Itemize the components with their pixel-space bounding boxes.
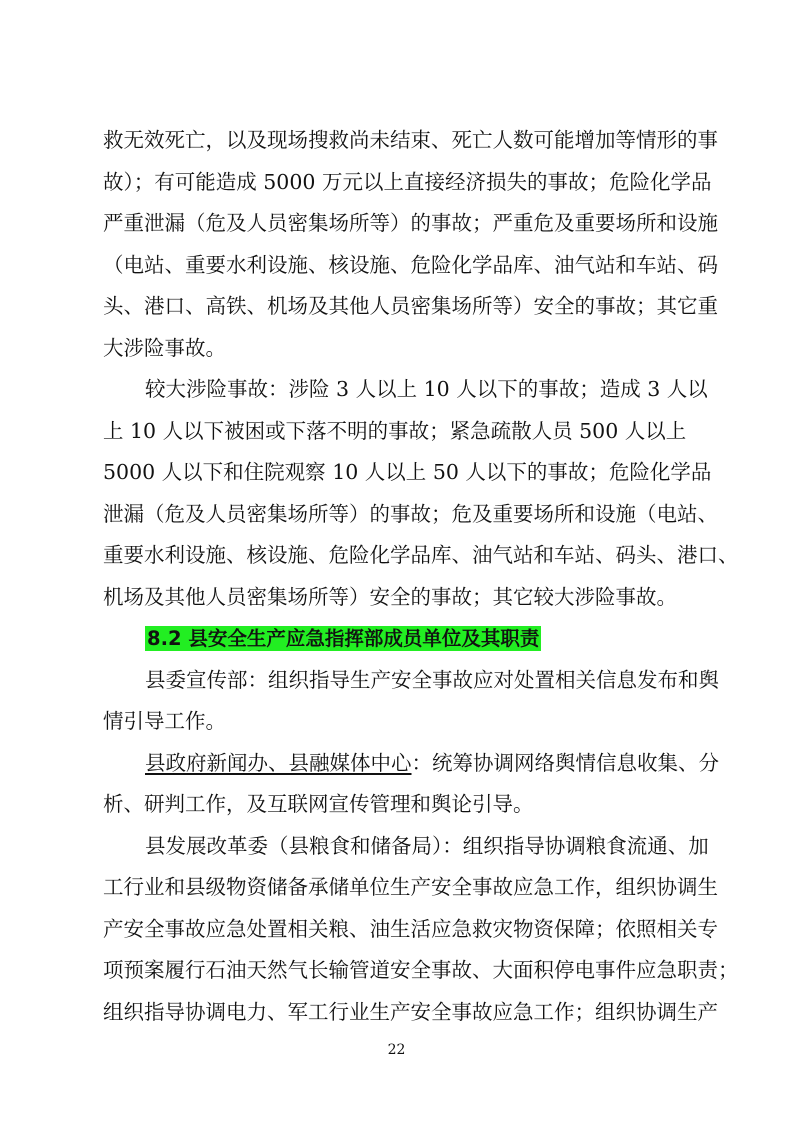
section-heading-text: 8.2 县安全生产应急指挥部成员单位及其职责 (147, 627, 540, 650)
paragraph-line: 严重泄漏（危及人员密集场所等）的事故；严重危及重要场所和设施 (103, 211, 718, 235)
paragraph-text: ：统筹协调网络舆情信息收集、分 (411, 751, 719, 775)
paragraph-line: 情引导工作。 (103, 709, 226, 733)
paragraph-line: 析、研判工作，及互联网宣传管理和舆论引导。 (103, 792, 534, 816)
paragraph-line: 县委宣传部：组织指导生产安全事故应对处置相关信息发布和舆 (145, 668, 719, 692)
paragraph-line: （电站、重要水利设施、核设施、危险化学品库、油气站和车站、码 (103, 253, 718, 277)
paragraph-line: 5000 人以下和住院观察 10 人以上 50 人以下的事故；危险化学品 (103, 460, 712, 484)
paragraph-line: 工行业和县级物资储备承储单位生产安全事故应急工作，组织协调生 (103, 875, 718, 899)
paragraph-line: 组织指导协调电力、军工行业生产安全事故应急工作；组织协调生产 (103, 1000, 718, 1024)
section-heading (145, 623, 541, 653)
paragraph-line: 产安全事故应急处置相关粮、油生活应急救灾物资保障；依照相关专 (103, 917, 718, 941)
paragraph-line: 上 10 人以下被困或下落不明的事故；紧急疏散人员 500 人以上 (103, 419, 687, 443)
paragraph-line: 县发展改革委（县粮食和储备局）：组织指导协调粮食流通、加 (145, 834, 709, 858)
paragraph-line (145, 748, 719, 778)
paragraph-line: 故）；有可能造成 5000 万元以上直接经济损失的事故；危险化学品 (103, 170, 712, 194)
paragraph-line: 头、港口、高铁、机场及其他人员密集场所等）安全的事故；其它重 (103, 294, 718, 318)
paragraph-line: 重要水利设施、核设施、危险化学品库、油气站和车站、码头、港口、 (103, 543, 739, 567)
paragraph-line: 泄漏（危及人员密集场所等）的事故；危及重要场所和设施（电站、 (103, 502, 718, 526)
paragraph-line: 救无效死亡，以及现场搜救尚未结束、死亡人数可能增加等情形的事 (103, 128, 718, 152)
page-number: 22 (387, 1042, 406, 1058)
paragraph-line: 项预案履行石油天然气长输管道安全事故、大面积停电事件应急职责； (103, 958, 739, 982)
underlined-department-name: 县政府新闻办、县融媒体中心 (145, 751, 412, 775)
paragraph-line: 较大涉险事故：涉险 3 人以上 10 人以下的事故；造成 3 人以 (145, 377, 708, 401)
paragraph-line: 大涉险事故。 (103, 336, 226, 360)
paragraph-line: 机场及其他人员密集场所等）安全的事故；其它较大涉险事故。 (103, 585, 677, 609)
